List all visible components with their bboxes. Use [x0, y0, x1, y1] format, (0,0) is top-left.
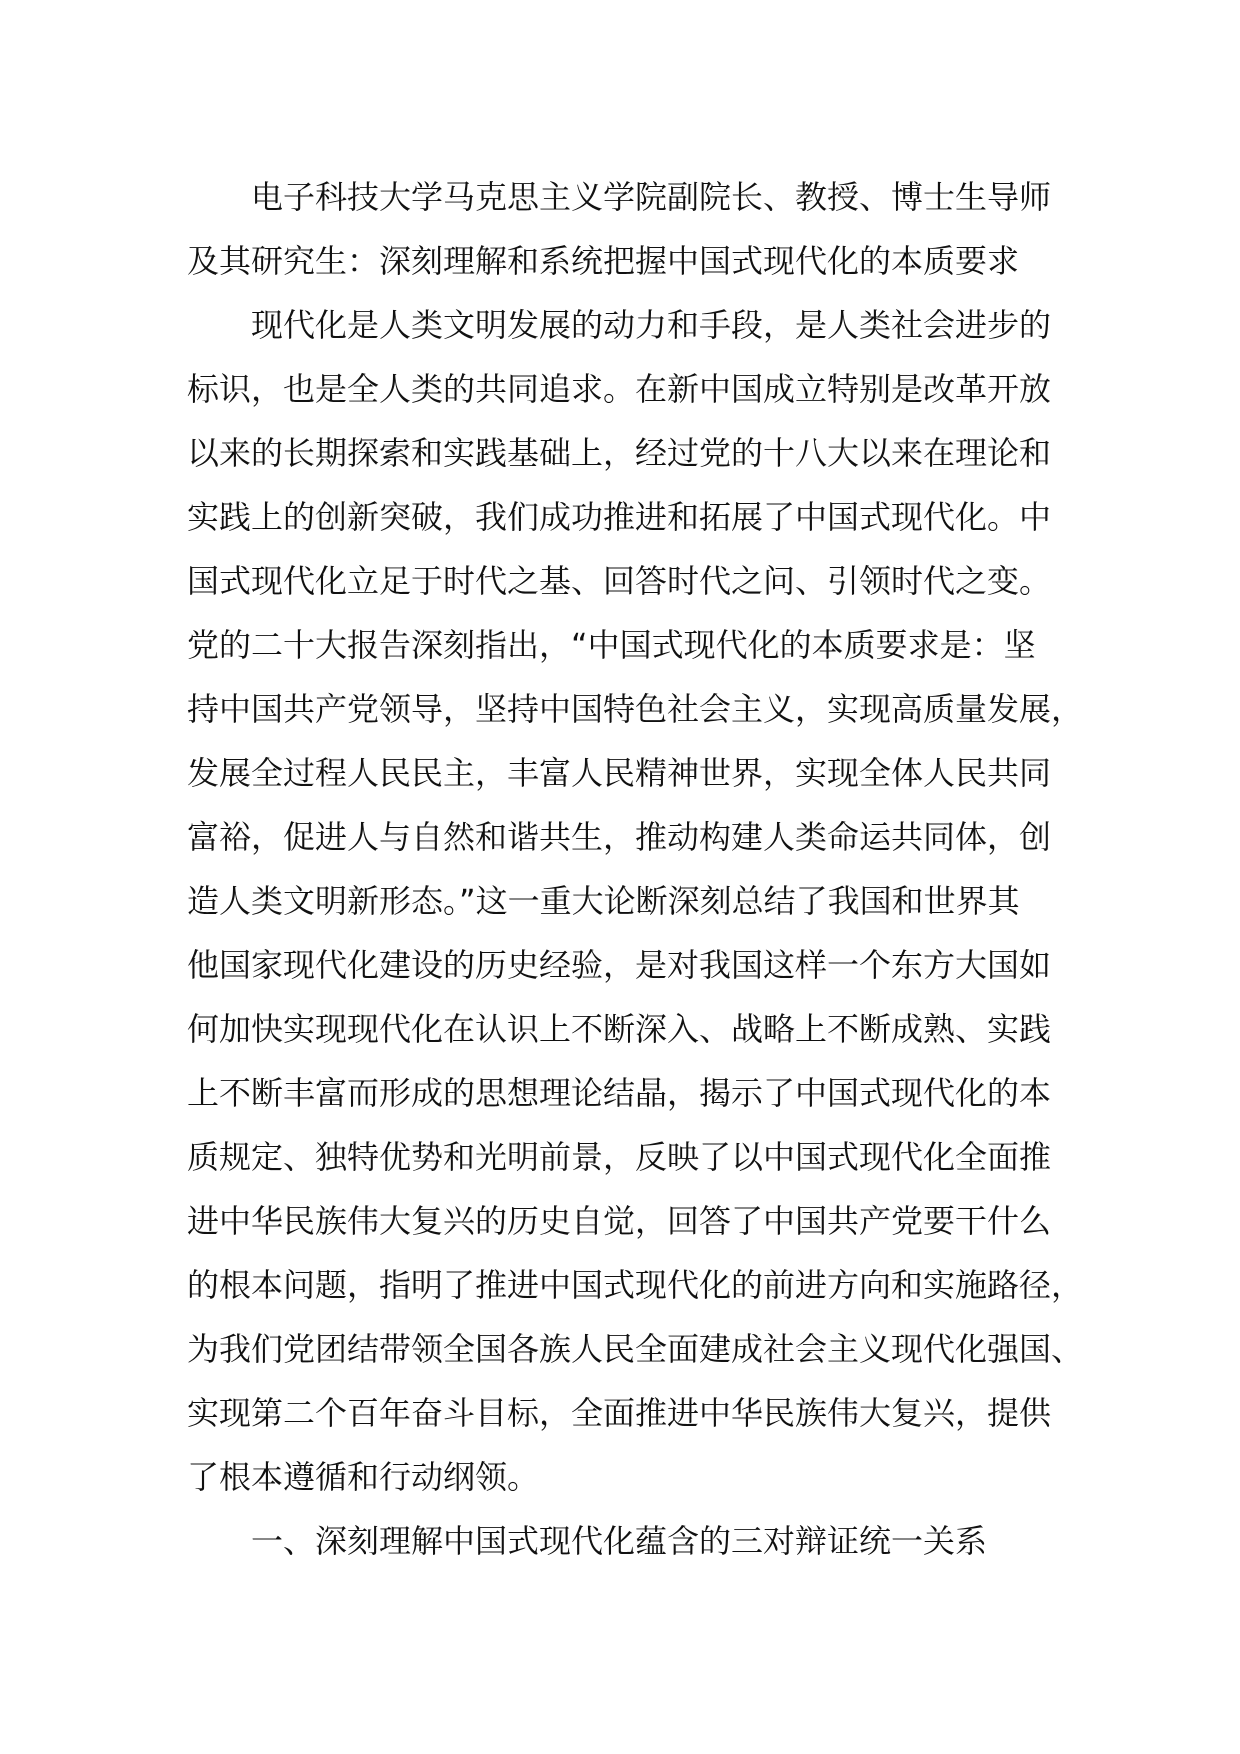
- body-line: 党的二十大报告深刻指出，“中国式现代化的本质要求是：坚: [187, 626, 1036, 664]
- section-heading: [187, 1509, 1240, 1573]
- section-heading-text: 一、深刻理解中国式现代化蕴含的三对辩证统一关系: [251, 1522, 988, 1560]
- body-line: 造人类文明新形态。”这一重大论断深刻总结了我国和世界其: [187, 882, 1020, 920]
- body-line: 发展全过程人民民主，丰富人民精神世界，实现全体人民共同: [187, 754, 1052, 792]
- body-paragraph: [187, 293, 1240, 1509]
- body-line: 了根本遵循和行动纲领。: [187, 1458, 540, 1496]
- body-line: 为我们党团结带领全国各族人民全面建成社会主义现代化强国、: [187, 1330, 1084, 1368]
- body-line: 何加快实现现代化在认识上不断深入、战略上不断成熟、实践: [187, 1010, 1052, 1048]
- body-line: 的根本问题，指明了推进中国式现代化的前进方向和实施路径，: [187, 1266, 1084, 1304]
- body-line: 国式现代化立足于时代之基、回答时代之问、引领时代之变。: [187, 562, 1052, 600]
- title-line-1: 电子科技大学马克思主义学院副院长、教授、博士生导师: [251, 178, 1052, 216]
- body-line: 以来的长期探索和实践基础上，经过党的十八大以来在理论和: [187, 434, 1052, 472]
- body-line: 实现第二个百年奋斗目标，全面推进中华民族伟大复兴，提供: [187, 1394, 1052, 1432]
- body-line: 富裕，促进人与自然和谐共生，推动构建人类命运共同体，创: [187, 818, 1052, 856]
- title-line-2: 及其研究生：深刻理解和系统把握中国式现代化的本质要求: [187, 242, 1020, 280]
- body-line: 上不断丰富而形成的思想理论结晶，揭示了中国式现代化的本: [187, 1074, 1052, 1112]
- body-line: 质规定、独特优势和光明前景，反映了以中国式现代化全面推: [187, 1138, 1052, 1176]
- body-line: 标识，也是全人类的共同追求。在新中国成立特别是改革开放: [187, 370, 1052, 408]
- document-title: [187, 165, 1240, 293]
- document-content: [187, 165, 1240, 1573]
- body-line: 持中国共产党领导，坚持中国特色社会主义，实现高质量发展，: [187, 690, 1084, 728]
- body-line: 实践上的创新突破，我们成功推进和拓展了中国式现代化。中: [187, 498, 1052, 536]
- body-line: 他国家现代化建设的历史经验，是对我国这样一个东方大国如: [187, 946, 1052, 984]
- body-line: 现代化是人类文明发展的动力和手段，是人类社会进步的: [251, 306, 1052, 344]
- body-line: 进中华民族伟大复兴的历史自觉，回答了中国共产党要干什么: [187, 1202, 1052, 1240]
